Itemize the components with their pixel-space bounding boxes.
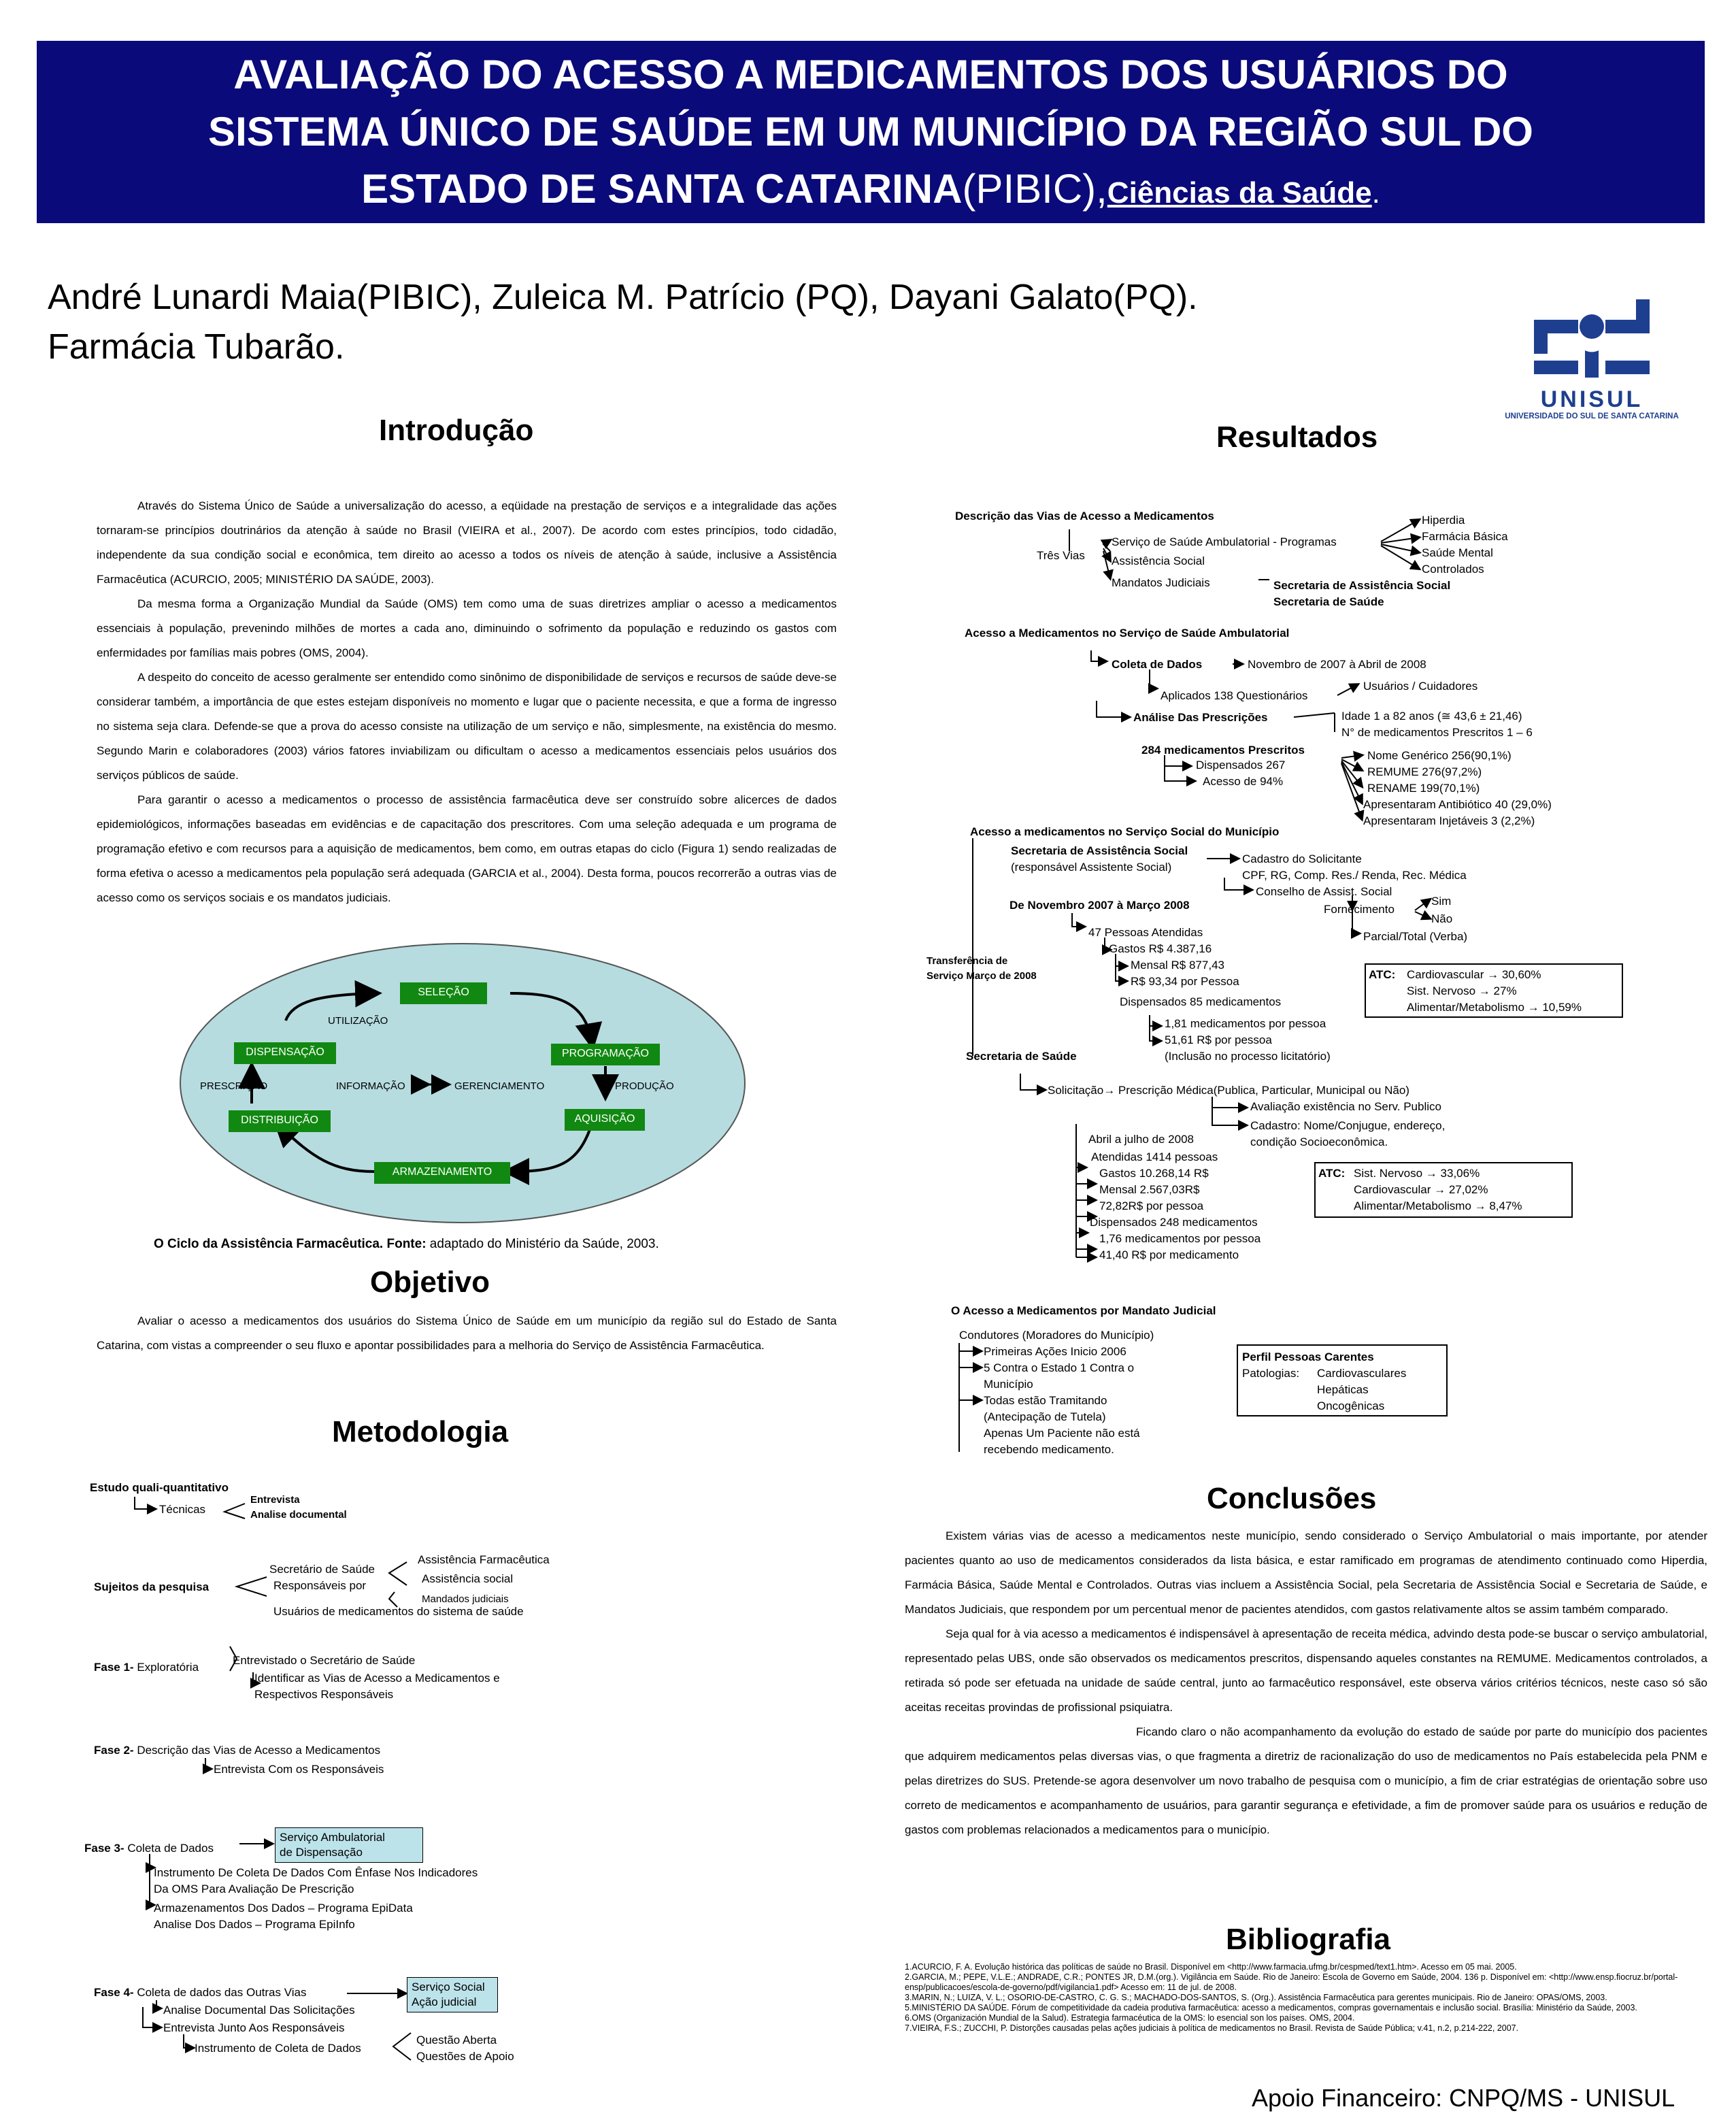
res-transf1: Transferência de xyxy=(927,955,1008,967)
authors: André Lunardi Maia(PIBIC), Zuleica M. Patrício (PQ), Dayani Galato(PQ). xyxy=(48,278,1198,317)
conclusoes-paragraph: Ficando claro o não acompanhamento da evolução do estado de saúde por parte do município dos pacientes que adquirem medicamentos pelas diversas vias, o que fragmenta a diretriz de racionalização do uso de medicamentos no País estabelecida pela PNM e pelas diretrizes do SUS. Pretende-se agora desenvolver um novo trabalho de pesquisa com o município, a fim de criar estratégias de orientação sobre uso correto de medicamentos e acompanhamento de usuários, para garantir segurança e efetividade, a fim de promover saúde para os usuários e redução de gastos com problemas relacionados a medicamentos para o município. xyxy=(905,1725,1707,1836)
res-r-med: 41,40 R$ por medicamento xyxy=(1099,1248,1239,1261)
res-por-pessoa2: 72,82R$ por pessoa xyxy=(1099,1199,1204,1212)
met-assist-social: Assistência social xyxy=(422,1572,514,1585)
caption-bold: O Ciclo da Assistência Farmacêutica. Fonte: xyxy=(154,1237,427,1251)
met-analise-doc: Analise documental xyxy=(250,1509,347,1521)
res-social-title: Acesso a medicamentos no Serviço Social do Município xyxy=(970,825,1280,838)
met-fase2-text: Descrição das Vias de Acesso a Medicamentos xyxy=(133,1744,381,1757)
met-fase1-label: Fase 1- xyxy=(94,1661,134,1674)
res-resp-assist: (responsável Assistente Social) xyxy=(1011,861,1172,874)
res-farm-basica: Farmácia Básica xyxy=(1422,530,1508,543)
res-oncogenicas: Oncogênicas xyxy=(1317,1399,1385,1412)
res-transf2: Serviço Março de 2008 xyxy=(927,970,1037,982)
res-atc1-label: ATC: xyxy=(1369,968,1396,981)
objetivo-paragraph: Avaliar o acesso a medicamentos dos usuários do Sistema Único de Saúde em um município da região sul do Estado de Santa Catarina, com vistas a compreender o seu fluxo e apontar possibilidades para a melhoria do Serviço de Assistência Farmacêutica. xyxy=(97,1314,837,1352)
title-line-2: SISTEMA ÚNICO DE SAÚDE EM UM MUNICÍPIO DA REGIÃO SUL DO xyxy=(208,109,1533,154)
res-periodo: Novembro de 2007 à Abril de 2008 xyxy=(1248,658,1426,671)
res-tres-vias: Três Vias xyxy=(1037,549,1085,562)
res-saude-mental: Saúde Mental xyxy=(1422,546,1493,559)
res-solicitacao: Solicitação→ Prescrição Médica(Publica, Particular, Municipal ou Não) xyxy=(1048,1084,1409,1097)
res-gastos2: Gastos 10.268,14 R$ xyxy=(1099,1167,1209,1180)
met-fase1-b1: Identificar as Vias de Acesso a Medicamentos e xyxy=(254,1672,500,1685)
res-perfil-title: Perfil Pessoas Carentes xyxy=(1242,1350,1374,1363)
logo-name: UNISUL xyxy=(1540,386,1643,412)
met-fase3-a2: Da OMS Para Avaliação De Prescrição xyxy=(154,1883,354,1895)
cycle-utilizacao: UTILIZAÇÃO xyxy=(328,1015,388,1027)
met-fase3-box-line2: de Dispensação xyxy=(280,1846,363,1859)
bib-ref: 5.MINISTÉRIO DA SAÚDE. Fórum de competitividade da cadeia produtiva farmacêutica: acesso a medicamentos, compras governamentais e inclusão social. Brasília: Ministério da Saúde, 2003. xyxy=(905,2003,1637,2012)
cycle-selecao: SELEÇÃO xyxy=(400,982,487,1004)
intro-paragraph: Através do Sistema Único de Saúde a universalização do acesso, a eqüidade na prestação de serviços e a integralidade das ações tornaram-se princípios doutrinários da atenção à saúde no Brasil (VIEIRA et al., 2007). De acordo com estes princípios, todo cidadão, independente da sua condição social e econômica, tem direito ao acesso a todos os níveis de atenção à saúde, inclusive a Assistência Farmacêutica (ACURCIO, 2005; MINISTÉRIO DA SAÚDE, 2003). xyxy=(97,499,837,586)
met-fase3-label: Fase 3- xyxy=(84,1842,124,1855)
conclusoes-paragraph: Seja qual for à via acesso a medicamentos é indispensável à apresentação de receita médica, advindo desta pode-se buscar o serviço ambulatorial, representado pelas UBS, onde são observados os medicamentos prescritos, dispensando aqueles constantes na REMUME. Medicamentos controlados, a retirada só pode ser efetuada na unidade de saúde central, junto ao farmacêutico responsável, este observa vários critérios técnicos, neste caso só são aceitas receitas provindas de profissional psiquiatra. xyxy=(905,1627,1707,1714)
res-controlados: Controlados xyxy=(1422,563,1484,576)
intro-paragraph: A despeito do conceito de acesso geralmente ser entendido como sinônimo de disponibilidade de serviços e recursos de saúde deve-se considerar também, a importância de que estes estejam disponíveis no momento e lugar que o paciente necessita, e que a forma de ingresso no sistema seja clara. Defende-se que a prova do acesso consiste na utilização de um serviço e não, simplesmente, na existência do mesmo. Segundo Marin e colaboradores (2003) vários fatores inviabilizam ou dificultam o acesso a medicamentos essenciais pelos usuários dos serviços públicos de saúde. xyxy=(97,671,837,782)
res-med-pessoa1: 1,81 medicamentos por pessoa xyxy=(1165,1017,1326,1030)
res-disp248: Dispensados 248 medicamentos xyxy=(1090,1216,1258,1229)
res-cardio: Cardiovasculares xyxy=(1317,1367,1407,1380)
met-fase3-text: Coleta de Dados xyxy=(124,1842,214,1855)
intro-paragraph: Para garantir o acesso a medicamentos o processo de assistência farmacêutica deve ser construído sobre alicerces de dados epidemiológicos, informações baseadas em evidências e de capacitação dos prescritores. Com uma seleção adequada e um programa de programação efetivo e com recursos para a aquisição de medicamentos, bem como, em outras etapas do ciclo (Figura 1) sendo realizadas de forma efetiva o acesso a medicamentos pela população será adequada (GARCIA et al., 2004). Desta forma, poucos recorrerão a outras vias de acesso como os serviços sociais e os mandatos judiciais. xyxy=(97,793,837,904)
res-mensal1: Mensal R$ 877,43 xyxy=(1131,959,1224,972)
res-idade: Idade 1 a 82 anos (≅ 43,6 ± 21,46) xyxy=(1341,710,1522,723)
res-cpf: CPF, RG, Comp. Res./ Renda, Rec. Médica xyxy=(1242,869,1467,882)
res-atc1-box xyxy=(1365,963,1623,1018)
cycle-informacao: INFORMAÇÃO xyxy=(336,1080,405,1092)
res-parcial: Parcial/Total (Verba) xyxy=(1363,930,1468,943)
res-avaliacao: Avaliação existência no Serv. Publico xyxy=(1250,1100,1441,1113)
res-r-pessoa1: 51,61 R$ por pessoa xyxy=(1165,1033,1272,1046)
affiliation: Farmácia Tubarão. xyxy=(48,327,345,367)
res-disp-267: Dispensados 267 xyxy=(1196,759,1286,772)
res-apenas1: Apenas Um Paciente não está xyxy=(984,1427,1140,1440)
met-fase2-a: Entrevista Com os Responsáveis xyxy=(214,1763,384,1776)
res-conselho: Conselho de Assist. Social xyxy=(1256,885,1392,898)
res-atc2-box xyxy=(1314,1162,1573,1218)
met-estudo: Estudo quali-quantitativo xyxy=(90,1481,229,1494)
res-serv-amb: Serviço de Saúde Ambulatorial - Programas xyxy=(1112,535,1337,548)
res-hiperdia: Hiperdia xyxy=(1422,514,1465,527)
intro-paragraph: Da mesma forma a Organização Mundial da Saúde (OMS) tem como uma de suas diretrizes ampliar o acesso a medicamentos essenciais à população, prevenindo milhões de mortes a cada ano, diminuindo o sofrimento da população e reduzindo os gastos com enfermidades por famílias mais pobres (OMS, 2004). xyxy=(97,597,837,659)
title-pibic: (PIBIC), xyxy=(962,166,1107,212)
met-fase3-a1: Instrumento De Coleta De Dados Com Ênfase Nos Indicadores xyxy=(154,1866,478,1879)
res-acesso-94: Acesso de 94% xyxy=(1203,775,1284,788)
met-questao-aberta: Questão Aberta xyxy=(416,2034,497,2046)
res-n-med: N° de medicamentos Prescritos 1 – 6 xyxy=(1341,726,1533,739)
met-sujeitos: Sujeitos da pesquisa xyxy=(94,1580,210,1593)
cycle-armazenamento: ARMAZENAMENTO xyxy=(374,1162,510,1184)
res-generico: Nome Genérico 256(90,1%) xyxy=(1367,749,1512,762)
resultados-heading: Resultados xyxy=(1216,420,1378,454)
res-por-pessoa1: R$ 93,34 por Pessoa xyxy=(1131,975,1239,988)
objetivo-heading: Objetivo xyxy=(370,1265,490,1299)
res-mensal2: Mensal 2.567,03R$ xyxy=(1099,1183,1200,1196)
cycle-distribuicao: DISTRIBUIÇÃO xyxy=(229,1110,331,1132)
res-sec-saude: Secretaria de Saúde xyxy=(1273,595,1384,608)
bib-ref: 7.VIEIRA, F.S.; ZUCCHI, P. Distorções causadas pelas ações judiciais à política de medicamentos no Brasil. Revista de Saúde Pública; v.41, n.2, p.214-222, 2007. xyxy=(905,2023,1519,2033)
met-fase2-label: Fase 2- xyxy=(94,1744,134,1757)
res-atc2-label: ATC: xyxy=(1318,1167,1346,1180)
intro-heading: Introdução xyxy=(379,414,534,447)
res-presc-284: 284 medicamentos Prescritos xyxy=(1141,744,1305,757)
cycle-aquisicao: AQUISIÇÃO xyxy=(565,1109,645,1131)
res-condutores: Condutores (Moradores do Município) xyxy=(959,1329,1154,1342)
met-mandados: Mandados judiciais xyxy=(422,1593,509,1605)
bibliografia-heading: Bibliografia xyxy=(1226,1923,1391,1956)
res-gastos1: Gastos R$ 4.387,16 xyxy=(1109,942,1212,955)
res-fornecimento: Fornecimento xyxy=(1324,903,1395,916)
logo-subtitle: UNIVERSIDADE DO SUL DE SANTA CATARINA xyxy=(1505,412,1679,420)
met-fase3-box-line1: Serviço Ambulatorial xyxy=(280,1831,385,1844)
res-tramitando1: Todas estão Tramitando xyxy=(984,1394,1107,1407)
met-fase4-c: Instrumento de Coleta de Dados xyxy=(195,2042,361,2055)
res-cadastro2a: Cadastro: Nome/Conjugue, endereço, xyxy=(1250,1119,1446,1132)
res-coleta: Coleta de Dados xyxy=(1112,658,1203,671)
res-atc2-b: Cardiovascular → 27,02% xyxy=(1354,1183,1488,1196)
met-fase4-box-line2: Ação judicial xyxy=(412,1995,477,2008)
res-atc2-c: Alimentar/Metabolismo → 8,47% xyxy=(1354,1199,1522,1212)
bib-ref: 3.MARIN, N.; LUIZA, V. L.; OSORIO-DE-CASTRO, C. G. S.; MACHADO-DOS-SANTOS, S. (Org.). Assistência Farmacêutica para gerentes municipais. Rio de Janeiro: OPAS/OMS, 2003. xyxy=(905,1993,1607,2002)
res-antibiotico: Apresentaram Antibiótico 40 (29,0%) xyxy=(1363,798,1552,811)
res-tramitando2: (Antecipação de Tutela) xyxy=(984,1410,1106,1423)
met-fase4-box-line1: Serviço Social xyxy=(412,1980,485,1993)
bib-ref: 1.ACURCIO, F. A. Evolução histórica das políticas de saúde no Brasil. Disponível em <http://www.farmacia.ufmg.br/cespmed/text1.htm>. Acesso em 05 mai. 2005. xyxy=(905,1962,1517,1972)
res-contra1: 5 Contra o Estado 1 Contra o xyxy=(984,1361,1135,1374)
res-disp85: Dispensados 85 medicamentos xyxy=(1120,995,1282,1008)
met-fase4-a: Analise Documental Das Solicitações xyxy=(163,2004,355,2017)
res-atendidas: Atendidas 1414 pessoas xyxy=(1091,1150,1218,1163)
bib-ref: 2.GARCIA, M.; PEPE, V.L.E.; ANDRADE, C.R.; PONTES JR, D.M.(org.). Vigilância em Saúde. Rio de Janeiro: Escola de Governo em Saúde, 2004. 136 p. Disponível em: <http://www.ensp.fiocruz.br/portal-ensp/publicacoes/escola-de-governo/pdf/vigilancia1.pdf> Acesso em: 11 de jul. de 2008. xyxy=(905,1972,1678,1992)
res-cadastro2b: condição Socioeconômica. xyxy=(1250,1135,1388,1148)
cycle-gerenciamento: GERENCIAMENTO xyxy=(454,1080,545,1092)
cycle-programacao: PROGRAMAÇÃO xyxy=(551,1044,660,1065)
res-contra2: Município xyxy=(984,1378,1033,1391)
res-rename: RENAME 199(70,1%) xyxy=(1367,782,1480,795)
bib-ref: 6.OMS (Organización Mundial de la Salud). Estrategia farmacéutica de la OMS: lo esencial son los países. OMS, 2004. xyxy=(905,2013,1355,2023)
res-apenas2: recebendo medicamento. xyxy=(984,1443,1114,1456)
met-questoes-apoio: Questões de Apoio xyxy=(416,2050,514,2063)
cycle-prescricao: PRESCRIÇÃO xyxy=(200,1080,268,1092)
res-atc1-c: Alimentar/Metabolismo → 10,59% xyxy=(1407,1001,1582,1014)
res-nao: Não xyxy=(1431,912,1453,925)
apoio-financeiro: Apoio Financeiro: CNPQ/MS - UNISUL xyxy=(1252,2084,1675,2112)
met-responsaveis: Responsáveis por xyxy=(273,1579,367,1592)
res-inclusao: (Inclusão no processo licitatório) xyxy=(1165,1050,1331,1063)
met-fase4-label: Fase 4- xyxy=(94,1986,134,1999)
conclusoes-paragraph: Existem várias vias de acesso a medicamentos neste município, sendo considerado o Serviço Ambulatorial o mais importante, por atender pacientes quanto ao uso de medicamentos considerados da lista básica, e estar ramificado em programas de atendimento continuado como Hiperdia, Farmácia Básica, Saúde Mental e Controlados. Outras vias incluem a Assistência Social, pela Secretaria de Assistência Social e Secretaria de Saúde, e Mandatos Judiciais, que respondem por um percentual menor de pacientes atendidos, com gastos relativamente altos se assim também comparado. xyxy=(905,1529,1707,1616)
cycle-producao: PRODUÇÃO xyxy=(615,1080,674,1092)
res-atc1-a: Cardiovascular → 30,60% xyxy=(1407,968,1541,981)
title-end: . xyxy=(1371,176,1380,210)
res-analise-presc: Análise Das Prescrições xyxy=(1133,711,1268,724)
title-line-1: AVALIAÇÃO DO ACESSO A MEDICAMENTOS DOS USUÁRIOS DO xyxy=(233,52,1508,97)
res-remume: REMUME 276(97,2%) xyxy=(1367,765,1482,778)
conclusoes-heading: Conclusões xyxy=(1207,1482,1377,1515)
met-fase4-text: Coleta de dados das Outras Vias xyxy=(133,1986,307,1999)
res-sim: Sim xyxy=(1431,895,1452,908)
res-atc2-a: Sist. Nervoso → 33,06% xyxy=(1354,1167,1480,1180)
res-hepaticas: Hepáticas xyxy=(1317,1383,1369,1396)
met-fase1-text: Exploratória xyxy=(133,1661,199,1674)
res-abril-julho: Abril a julho de 2008 xyxy=(1088,1133,1195,1146)
res-mandato-title: O Acesso a Medicamentos por Mandato Judicial xyxy=(951,1304,1216,1317)
res-sec-assist: Secretaria de Assistência Social xyxy=(1273,579,1451,592)
res-nov-mar: De Novembro 2007 à Março 2008 xyxy=(1009,899,1190,912)
res-sec-assist2: Secretaria de Assistência Social xyxy=(1011,844,1188,857)
res-injetaveis: Apresentaram Injetáveis 3 (2,2%) xyxy=(1363,814,1535,827)
title-bold-part: ESTADO DE SANTA CATARINA xyxy=(361,166,963,212)
met-secretario: Secretário de Saúde xyxy=(269,1563,375,1576)
title-area-link[interactable]: Ciências da Saúde xyxy=(1107,176,1372,210)
met-fase1-b2: Respectivos Responsáveis xyxy=(254,1688,394,1701)
res-primeiras: Primeiras Ações Inicio 2006 xyxy=(984,1345,1126,1358)
res-vias-title: Descrição das Vias de Acesso a Medicamentos xyxy=(955,510,1214,523)
res-perfil-box xyxy=(1237,1344,1448,1416)
met-usuarios: Usuários de medicamentos do sistema de saúde xyxy=(273,1605,524,1618)
res-cadastro: Cadastro do Solicitante xyxy=(1242,852,1362,865)
res-assist-social: Assistência Social xyxy=(1112,554,1205,567)
conclusoes-text xyxy=(905,1524,1707,1842)
met-fase3-b2: Analise Dos Dados – Programa EpiInfo xyxy=(154,1918,355,1931)
met-entrevista: Entrevista xyxy=(250,1494,300,1506)
cycle-dispensacao: DISPENSAÇÃO xyxy=(234,1042,336,1064)
caption-normal: adaptado do Ministério da Saúde, 2003. xyxy=(426,1237,659,1251)
met-fase4-b: Entrevista Junto Aos Responsáveis xyxy=(163,2021,345,2034)
res-med-pessoa2: 1,76 medicamentos por pessoa xyxy=(1099,1232,1261,1245)
res-sec-saude2: Secretaria de Saúde xyxy=(966,1050,1077,1063)
metodologia-heading: Metodologia xyxy=(332,1415,509,1448)
res-usuarios-cuid: Usuários / Cuidadores xyxy=(1363,680,1478,693)
res-atc1-b: Sist. Nervoso → 27% xyxy=(1407,984,1517,997)
res-aplicados: Aplicados 138 Questionários xyxy=(1161,689,1308,702)
res-mandatos: Mandatos Judiciais xyxy=(1112,576,1210,589)
res-pessoas47: 47 Pessoas Atendidas xyxy=(1088,926,1203,939)
met-fase1-a: Entrevistado o Secretário de Saúde xyxy=(233,1654,416,1667)
res-amb-title: Acesso a Medicamentos no Serviço de Saúde Ambulatorial xyxy=(965,627,1290,640)
met-assist-farm: Assistência Farmacêutica xyxy=(418,1553,550,1566)
res-patologias: Patologias: xyxy=(1242,1367,1300,1380)
met-tecnicas: Técnicas xyxy=(159,1503,206,1516)
met-fase3-b1: Armazenamentos Dos Dados – Programa EpiData xyxy=(154,1902,413,1914)
bibliografia-list xyxy=(905,1962,1707,2034)
